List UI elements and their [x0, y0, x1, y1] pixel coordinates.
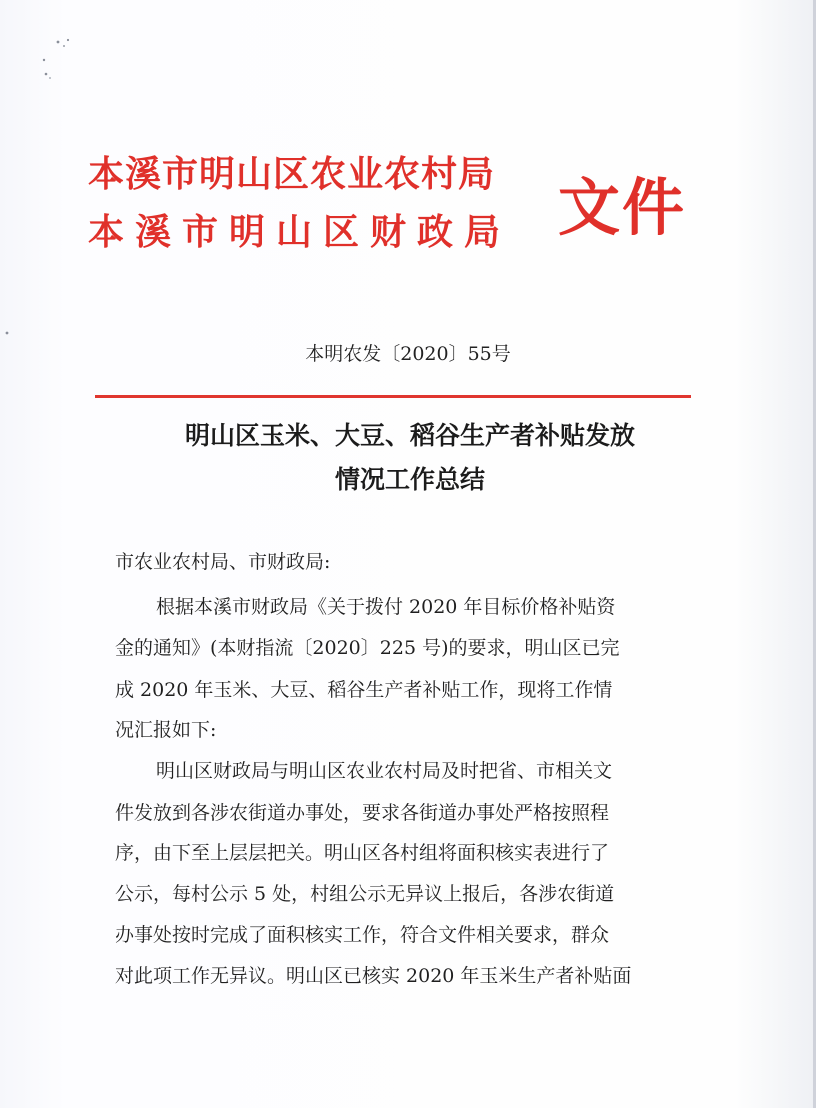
document-title-line-1: 明山区玉米、大豆、稻谷生产者补贴发放 [184, 421, 635, 450]
paragraph-line: 办事处按时完成了面积核实工作，符合文件相关要求，群众 [115, 924, 610, 946]
paragraph-line: 况汇报如下: [115, 719, 217, 741]
paragraph-line: 公示，每村公示 5 处，村组公示无异议上报后，各涉农街道 [115, 883, 615, 905]
paragraph-line: 根据本溪市财政局《关于拨付 2020 年目标价格补贴资 [156, 596, 616, 618]
document-number: 本明农发〔2020〕55号 [305, 343, 511, 365]
paragraph-line: 序，由下至上层层把关。明山区各村组将面积核实表进行了 [115, 842, 610, 864]
scan-speck [4, 330, 10, 336]
document-title-line-2: 情况工作总结 [334, 465, 485, 494]
scan-specks [38, 36, 78, 82]
agency-name-2: 本溪市明山区财政局 [88, 211, 512, 253]
paragraph-line: 成 2020 年玉米、大豆、稻谷生产者补贴工作，现将工作情 [115, 679, 613, 701]
document-type-label: 文件 [558, 171, 687, 244]
salutation: 市农业农村局、市财政局: [115, 551, 331, 573]
agency-name-1: 本溪市明山区农业农村局 [88, 153, 496, 195]
red-header [88, 152, 698, 264]
paragraph-line: 明山区财政局与明山区农业农村局及时把省、市相关文 [156, 760, 613, 782]
paragraph-line: 金的通知》(本财指流〔2020〕225 号)的要求，明山区已完 [115, 637, 620, 659]
paragraph-line: 件发放到各涉农街道办事处，要求各街道办事处严格按照程 [115, 802, 610, 824]
red-divider-line [95, 395, 691, 398]
paragraph-line: 对此项工作无异议。明山区已核实 2020 年玉米生产者补贴面 [115, 965, 632, 987]
